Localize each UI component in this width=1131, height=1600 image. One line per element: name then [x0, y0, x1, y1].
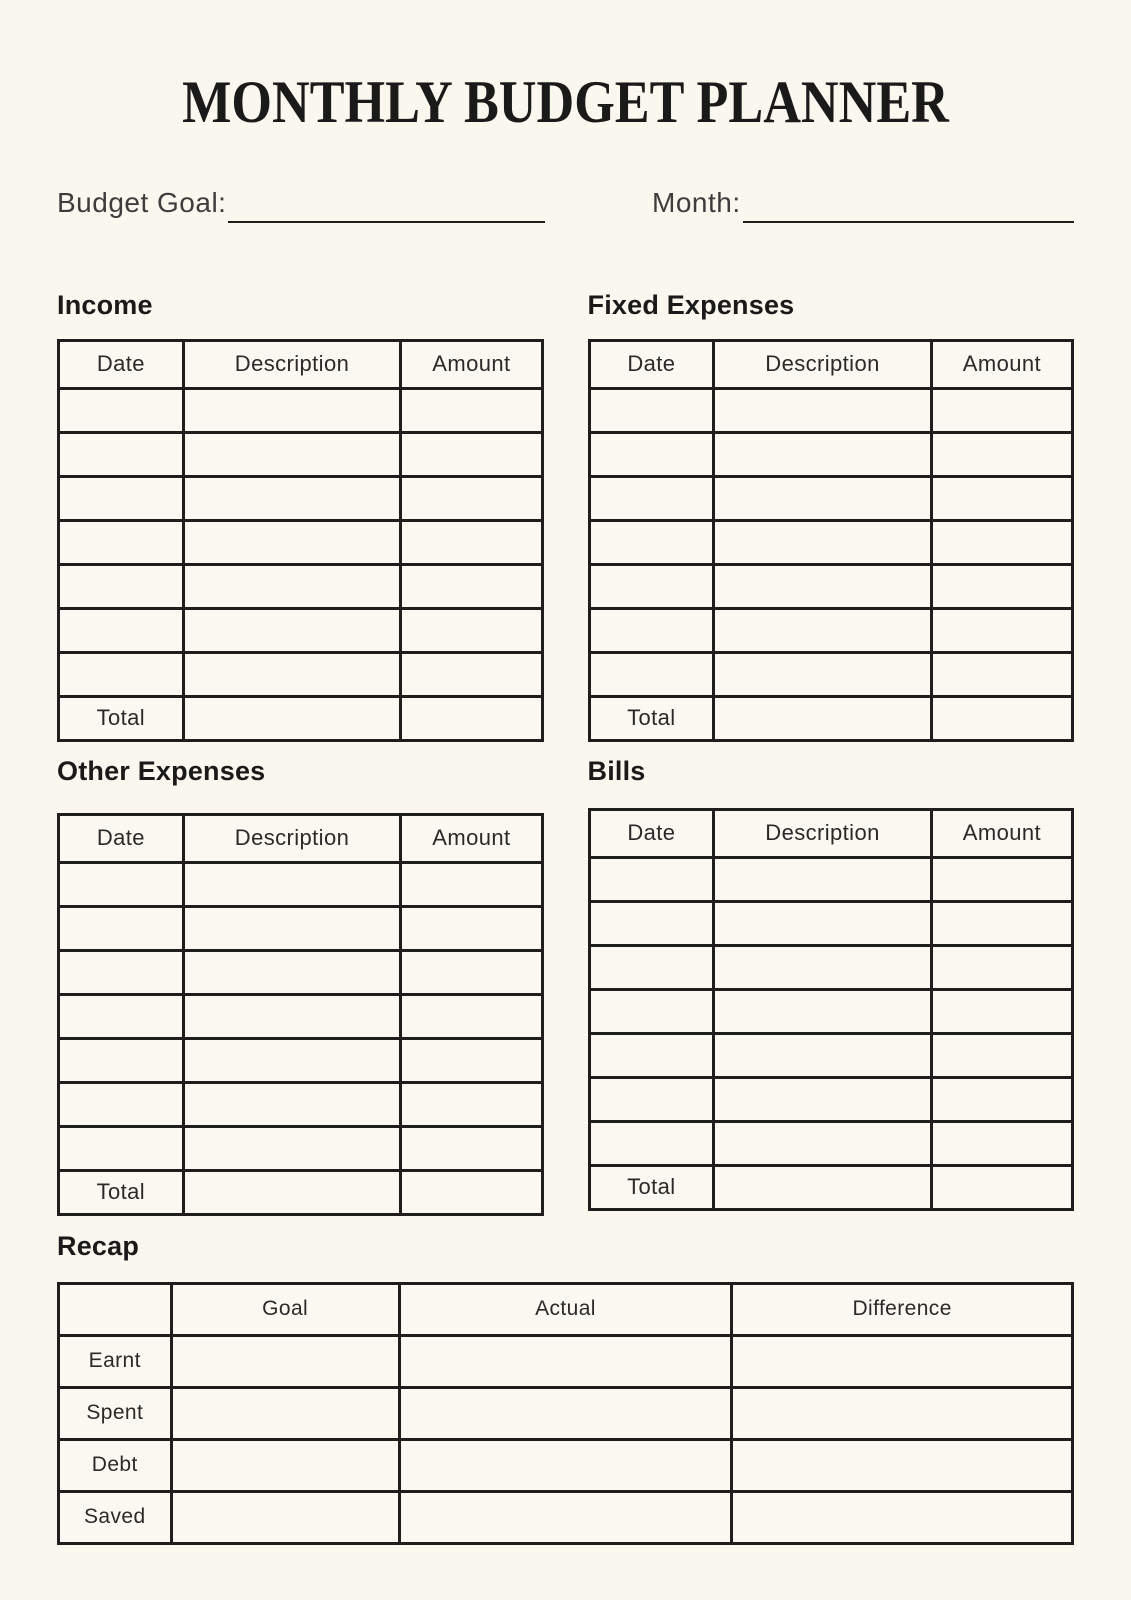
empty-cell[interactable] [401, 950, 542, 994]
table-row [589, 652, 1073, 696]
budget-goal-label: Budget Goal: [57, 187, 227, 218]
empty-cell[interactable] [59, 388, 184, 432]
empty-cell[interactable] [589, 1077, 714, 1121]
amount-column-header: Amount [401, 340, 542, 388]
empty-cell[interactable] [589, 476, 714, 520]
empty-cell[interactable] [183, 1170, 401, 1214]
empty-cell[interactable] [183, 862, 401, 906]
empty-cell[interactable] [183, 476, 401, 520]
empty-cell[interactable] [59, 608, 184, 652]
description-column-header: Description [183, 814, 401, 862]
recap-corner-cell [59, 1283, 172, 1335]
description-column-header: Description [714, 809, 932, 857]
empty-cell[interactable] [931, 564, 1072, 608]
amount-column-header: Amount [401, 814, 542, 862]
sections-row-2 [57, 756, 1074, 1216]
empty-cell[interactable] [931, 857, 1072, 901]
empty-cell[interactable] [59, 1082, 184, 1126]
empty-cell[interactable] [589, 652, 714, 696]
empty-cell[interactable] [399, 1387, 732, 1439]
actual-column-header: Actual [399, 1283, 732, 1335]
row-label-cell: Saved [59, 1491, 172, 1543]
table-row [589, 989, 1073, 1033]
fixed-expenses-heading: Fixed Expenses [587, 289, 795, 320]
bills-heading: Bills [587, 755, 646, 786]
recap-row-earnt [59, 1335, 1073, 1387]
fixed-expenses-table [588, 339, 1075, 742]
table-header-row [59, 340, 543, 388]
table-row [59, 652, 543, 696]
empty-cell[interactable] [399, 1439, 732, 1491]
empty-cell[interactable] [732, 1335, 1073, 1387]
empty-cell[interactable] [59, 906, 184, 950]
table-row [59, 388, 543, 432]
table-row [589, 901, 1073, 945]
empty-cell[interactable] [183, 950, 401, 994]
amount-column-header: Amount [931, 809, 1072, 857]
empty-cell[interactable] [401, 696, 542, 740]
empty-cell[interactable] [59, 432, 184, 476]
page-title: MONTHLY BUDGET PLANNER [182, 69, 949, 135]
empty-cell[interactable] [714, 989, 932, 1033]
table-row [589, 388, 1073, 432]
table-header-row [59, 814, 543, 862]
empty-cell[interactable] [931, 432, 1072, 476]
empty-cell[interactable] [931, 1033, 1072, 1077]
other-expenses-section [57, 756, 544, 1216]
empty-cell[interactable] [59, 1126, 184, 1170]
table-row [589, 476, 1073, 520]
row-label-cell: Earnt [59, 1335, 172, 1387]
fixed-expenses-section [588, 290, 1075, 742]
empty-cell[interactable] [931, 945, 1072, 989]
empty-cell[interactable] [589, 608, 714, 652]
empty-cell[interactable] [183, 520, 401, 564]
empty-cell[interactable] [401, 652, 542, 696]
empty-cell[interactable] [59, 1038, 184, 1082]
month-field [545, 186, 1074, 220]
empty-cell[interactable] [183, 696, 401, 740]
recap-section [57, 1231, 1074, 1545]
empty-cell[interactable] [714, 901, 932, 945]
empty-cell[interactable] [401, 862, 542, 906]
sections-row-1 [57, 290, 1074, 742]
empty-cell[interactable] [589, 520, 714, 564]
table-row [59, 432, 543, 476]
empty-cell[interactable] [714, 1165, 932, 1209]
empty-cell[interactable] [714, 432, 932, 476]
empty-cell[interactable] [714, 1077, 932, 1121]
other-expenses-heading: Other Expenses [57, 755, 266, 786]
empty-cell[interactable] [401, 608, 542, 652]
empty-cell[interactable] [183, 608, 401, 652]
empty-cell[interactable] [714, 652, 932, 696]
empty-cell[interactable] [183, 652, 401, 696]
empty-cell[interactable] [401, 1126, 542, 1170]
month-label: Month: [652, 187, 741, 218]
date-column-header: Date [589, 340, 714, 388]
row-label-cell: Debt [59, 1439, 172, 1491]
recap-heading: Recap [57, 1230, 140, 1261]
empty-cell[interactable] [714, 857, 932, 901]
recap-table [57, 1282, 1074, 1545]
empty-cell[interactable] [732, 1439, 1073, 1491]
empty-cell[interactable] [931, 652, 1072, 696]
empty-cell[interactable] [59, 994, 184, 1038]
empty-cell[interactable] [399, 1491, 732, 1543]
amount-column-header: Amount [931, 340, 1072, 388]
empty-cell[interactable] [589, 901, 714, 945]
empty-cell[interactable] [183, 564, 401, 608]
recap-row-debt [59, 1439, 1073, 1491]
empty-cell[interactable] [931, 608, 1072, 652]
empty-cell[interactable] [183, 1038, 401, 1082]
empty-cell[interactable] [401, 388, 542, 432]
table-row [59, 1038, 543, 1082]
table-row [59, 1126, 543, 1170]
table-row [589, 520, 1073, 564]
table-row [59, 994, 543, 1038]
empty-cell[interactable] [401, 906, 542, 950]
empty-cell[interactable] [714, 945, 932, 989]
empty-cell[interactable] [401, 1170, 542, 1214]
empty-cell[interactable] [931, 520, 1072, 564]
empty-cell[interactable] [401, 432, 542, 476]
empty-cell[interactable] [714, 564, 932, 608]
empty-cell[interactable] [931, 476, 1072, 520]
empty-cell[interactable] [399, 1335, 732, 1387]
budget-goal-field [57, 186, 545, 220]
empty-cell[interactable] [714, 608, 932, 652]
total-row [589, 696, 1073, 740]
empty-cell[interactable] [589, 989, 714, 1033]
empty-cell[interactable] [589, 564, 714, 608]
empty-cell[interactable] [931, 1121, 1072, 1165]
empty-cell[interactable] [931, 1165, 1072, 1209]
income-heading: Income [57, 289, 153, 320]
empty-cell[interactable] [401, 1082, 542, 1126]
empty-cell[interactable] [59, 862, 184, 906]
empty-cell[interactable] [171, 1387, 399, 1439]
table-row [59, 1082, 543, 1126]
goal-column-header: Goal [171, 1283, 399, 1335]
table-row [589, 1033, 1073, 1077]
empty-cell[interactable] [732, 1387, 1073, 1439]
empty-cell[interactable] [401, 520, 542, 564]
table-row [589, 432, 1073, 476]
table-row [59, 476, 543, 520]
table-row [59, 906, 543, 950]
empty-cell[interactable] [589, 388, 714, 432]
empty-cell[interactable] [589, 432, 714, 476]
table-row [589, 564, 1073, 608]
empty-cell[interactable] [714, 388, 932, 432]
row-label-cell: Spent [59, 1387, 172, 1439]
table-row [589, 1077, 1073, 1121]
total-label-cell: Total [59, 696, 184, 740]
empty-cell[interactable] [714, 1121, 932, 1165]
empty-cell[interactable] [401, 476, 542, 520]
empty-cell[interactable] [931, 1077, 1072, 1121]
budget-goal-fill-line[interactable] [228, 221, 545, 223]
recap-row-spent [59, 1387, 1073, 1439]
other-expenses-table [57, 813, 544, 1216]
description-column-header: Description [183, 340, 401, 388]
bills-section [588, 756, 1075, 1211]
empty-cell[interactable] [714, 476, 932, 520]
total-label-cell: Total [589, 696, 714, 740]
empty-cell[interactable] [183, 432, 401, 476]
table-row [589, 608, 1073, 652]
total-label-cell: Total [59, 1170, 184, 1214]
header-fields-row [57, 186, 1074, 220]
description-column-header: Description [714, 340, 932, 388]
total-row [589, 1165, 1073, 1209]
empty-cell[interactable] [183, 994, 401, 1038]
empty-cell[interactable] [183, 388, 401, 432]
table-row [59, 862, 543, 906]
empty-cell[interactable] [931, 388, 1072, 432]
table-row [59, 950, 543, 994]
table-header-row [589, 809, 1073, 857]
empty-cell[interactable] [59, 652, 184, 696]
empty-cell[interactable] [171, 1439, 399, 1491]
empty-cell[interactable] [931, 901, 1072, 945]
empty-cell[interactable] [589, 857, 714, 901]
empty-cell[interactable] [931, 696, 1072, 740]
date-column-header: Date [589, 809, 714, 857]
recap-row-saved [59, 1491, 1073, 1543]
table-row [589, 857, 1073, 901]
table-row [59, 564, 543, 608]
empty-cell[interactable] [171, 1335, 399, 1387]
empty-cell[interactable] [171, 1491, 399, 1543]
income-table [57, 339, 544, 742]
empty-cell[interactable] [183, 1126, 401, 1170]
total-row [59, 1170, 543, 1214]
empty-cell[interactable] [589, 1033, 714, 1077]
empty-cell[interactable] [401, 1038, 542, 1082]
empty-cell[interactable] [183, 906, 401, 950]
difference-column-header: Difference [732, 1283, 1073, 1335]
empty-cell[interactable] [589, 1121, 714, 1165]
table-row [59, 520, 543, 564]
empty-cell[interactable] [59, 476, 184, 520]
table-row [589, 945, 1073, 989]
table-row [589, 1121, 1073, 1165]
date-column-header: Date [59, 340, 184, 388]
month-fill-line[interactable] [743, 221, 1074, 223]
empty-cell[interactable] [59, 564, 184, 608]
empty-cell[interactable] [401, 994, 542, 1038]
income-section [57, 290, 544, 742]
bills-table [588, 808, 1075, 1211]
empty-cell[interactable] [931, 989, 1072, 1033]
date-column-header: Date [59, 814, 184, 862]
empty-cell[interactable] [59, 520, 184, 564]
empty-cell[interactable] [183, 1082, 401, 1126]
recap-header-row [59, 1283, 1073, 1335]
total-row [59, 696, 543, 740]
total-label-cell: Total [589, 1165, 714, 1209]
empty-cell[interactable] [714, 1033, 932, 1077]
empty-cell[interactable] [401, 564, 542, 608]
empty-cell[interactable] [714, 696, 932, 740]
table-header-row [589, 340, 1073, 388]
table-row [59, 608, 543, 652]
empty-cell[interactable] [714, 520, 932, 564]
empty-cell[interactable] [589, 945, 714, 989]
empty-cell[interactable] [59, 950, 184, 994]
empty-cell[interactable] [732, 1491, 1073, 1543]
